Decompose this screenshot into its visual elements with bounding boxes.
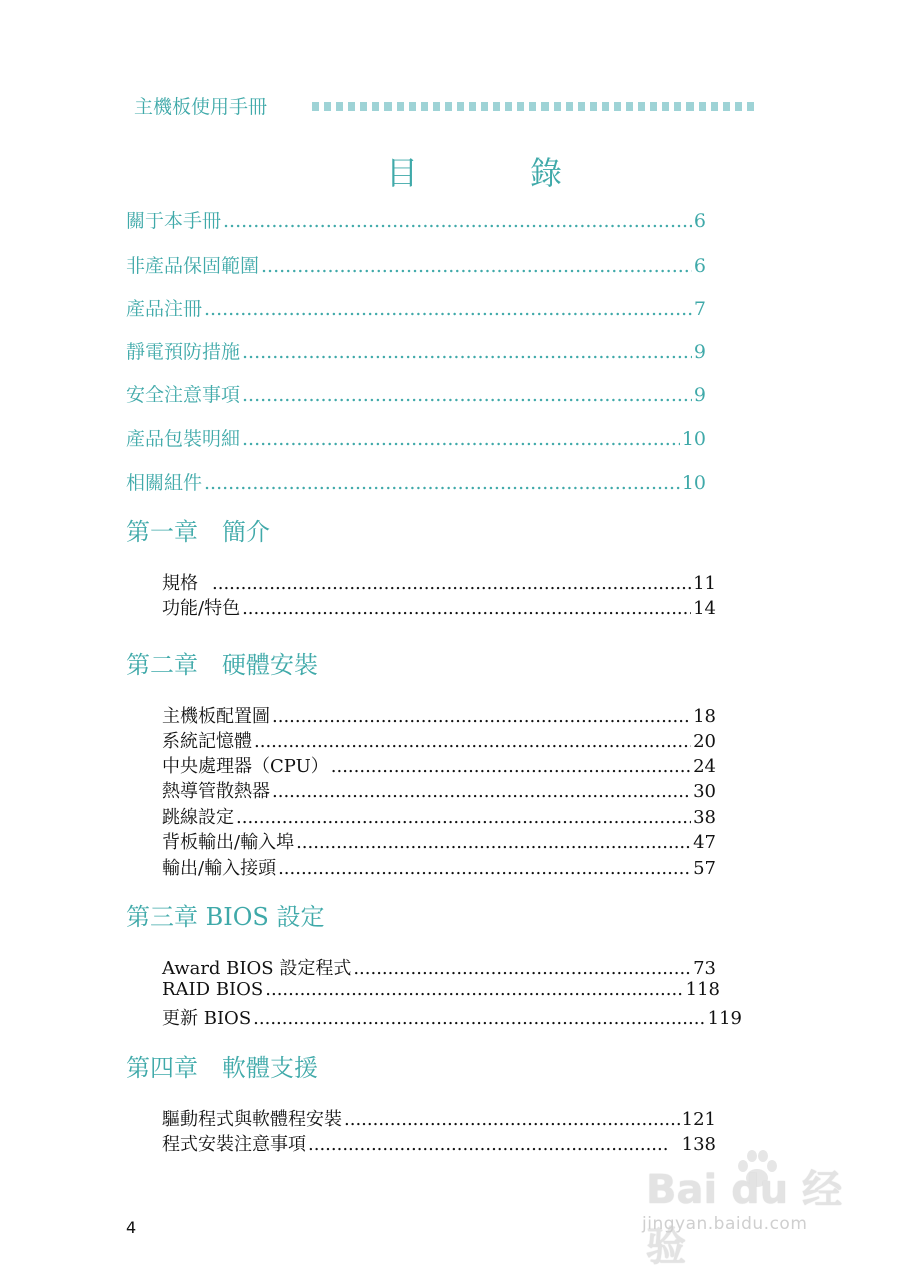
- toc-subentry-page: 38: [693, 807, 716, 828]
- baidu-watermark: [642, 1148, 862, 1270]
- toc-entry[interactable]: [126, 251, 706, 278]
- dot-leader: [223, 210, 692, 232]
- toc-subentry-label: 輸出/輸入接頭: [162, 858, 277, 879]
- dot-leader: [331, 756, 691, 777]
- chapter-heading: 第二章 硬體安裝: [126, 651, 318, 679]
- chapter-heading: 第一章 簡介: [126, 518, 270, 546]
- dot-leader: [242, 598, 691, 619]
- watermark-logo: Bai du 经验: [646, 1167, 843, 1270]
- toc-entry-page: 6: [693, 210, 706, 232]
- toc-subentry-page: 11: [693, 573, 716, 594]
- dot-leader: [353, 958, 691, 979]
- toc-subentry-label: 背板輸出/輸入埠: [162, 832, 295, 853]
- dot-leader: [261, 255, 692, 277]
- toc-subentry-page: 14: [693, 598, 716, 619]
- toc-entry-label: 關于本手冊: [126, 210, 222, 232]
- dot-leader: [296, 832, 691, 853]
- toc-subentry-page: 118: [685, 979, 720, 1000]
- toc-subentry-page: 119: [707, 1008, 742, 1029]
- toc-entry-page: 10: [681, 428, 706, 450]
- toc-entry[interactable]: [126, 206, 706, 233]
- page-number: 4: [126, 1218, 137, 1237]
- toc-entry-page: 9: [693, 341, 706, 363]
- toc-subentry-label: RAID BIOS: [162, 979, 264, 1000]
- toc-subentry-label: 系統記憶體: [162, 731, 252, 752]
- toc-entry-label: 靜電預防措施: [126, 341, 241, 363]
- toc-subentry-page: 121: [681, 1109, 716, 1130]
- toc-subentry-page: 57: [693, 858, 716, 879]
- toc-subentry-page: 30: [693, 781, 716, 802]
- toc-subentry-page: 47: [693, 832, 716, 853]
- toc-entry-page: 9: [693, 384, 706, 406]
- dot-leader: [236, 807, 691, 828]
- toc-subentry-label: 中央處理器（CPU）: [162, 756, 329, 777]
- toc-subentry[interactable]: [162, 803, 716, 829]
- toc-entry[interactable]: [126, 337, 706, 364]
- toc-entry-page: 7: [693, 298, 706, 320]
- chapter-heading: 第四章 軟體支援: [126, 1054, 318, 1082]
- dot-leader: [204, 298, 692, 320]
- dot-leader: [242, 341, 692, 363]
- toc-entry[interactable]: [126, 468, 706, 495]
- toc-subentry-label: 規格: [162, 573, 198, 594]
- dot-leader: [204, 472, 680, 494]
- running-header: 主機板使用手冊: [134, 96, 268, 118]
- dot-leader: [265, 979, 683, 1000]
- toc-subentry-label: 熱導管散熱器: [162, 781, 270, 802]
- toc-subentry[interactable]: [162, 1130, 716, 1156]
- toc-entry[interactable]: [126, 294, 706, 321]
- toc-entry[interactable]: [126, 380, 706, 407]
- toc-subentry-page: 73: [693, 958, 716, 979]
- toc-subentry[interactable]: [162, 954, 716, 980]
- toc-subentry-label: 驅動程式與軟體程安裝: [162, 1109, 342, 1130]
- toc-entry[interactable]: [126, 424, 706, 451]
- toc-subentry-label: 功能/特色: [162, 598, 241, 619]
- dot-leader: [212, 573, 691, 594]
- toc-subentry[interactable]: [162, 854, 716, 880]
- toc-subentry[interactable]: [162, 752, 716, 778]
- chapter-heading: 第三章 BIOS 設定: [126, 903, 325, 931]
- toc-subentry[interactable]: [162, 777, 716, 803]
- toc-subentry[interactable]: [162, 1105, 716, 1131]
- toc-subentry-page: 24: [693, 756, 716, 777]
- toc-entry-label: 非產品保固範圍: [126, 255, 260, 277]
- toc-title: 目 錄: [386, 154, 603, 192]
- toc-subentry-label: Award BIOS 設定程式: [162, 958, 352, 979]
- dot-leader: [308, 1134, 670, 1155]
- toc-subentry[interactable]: [162, 594, 716, 620]
- toc-subentry[interactable]: [162, 702, 716, 728]
- toc-subentry[interactable]: [162, 727, 716, 753]
- toc-entry-label: 產品注冊: [126, 298, 203, 320]
- toc-entry-label: 安全注意事項: [126, 384, 241, 406]
- dot-leader: [278, 858, 691, 879]
- toc-entry-label: 相關組件: [126, 472, 203, 494]
- toc-subentry[interactable]: [162, 828, 716, 854]
- watermark-url: jingyan.baidu.com: [642, 1214, 808, 1234]
- toc-entry-label: 產品包裝明細: [126, 428, 241, 450]
- dot-leader: [272, 781, 691, 802]
- toc-subentry[interactable]: [162, 569, 716, 595]
- toc-subentry-label: 主機板配置圖: [162, 706, 270, 727]
- dot-leader: [254, 731, 691, 752]
- header-dot-rule: [312, 102, 754, 111]
- toc-subentry-label: 跳線設定: [162, 807, 234, 828]
- toc-subentry[interactable]: [162, 1004, 742, 1030]
- toc-subentry-label: 更新 BIOS: [162, 1008, 252, 1029]
- toc-subentry-page: 18: [693, 706, 716, 727]
- dot-leader: [344, 1109, 680, 1130]
- toc-subentry-page: 20: [693, 731, 716, 752]
- toc-subentry[interactable]: [162, 979, 720, 1000]
- dot-leader: [242, 428, 680, 450]
- dot-leader: [242, 384, 692, 406]
- toc-entry-page: 6: [693, 255, 706, 277]
- toc-entry-page: 10: [681, 472, 706, 494]
- toc-subentry-label: 程式安裝注意事項: [162, 1134, 306, 1155]
- toc-subentry-page: 138: [681, 1134, 716, 1155]
- dot-leader: [253, 1008, 705, 1029]
- dot-leader: [272, 706, 691, 727]
